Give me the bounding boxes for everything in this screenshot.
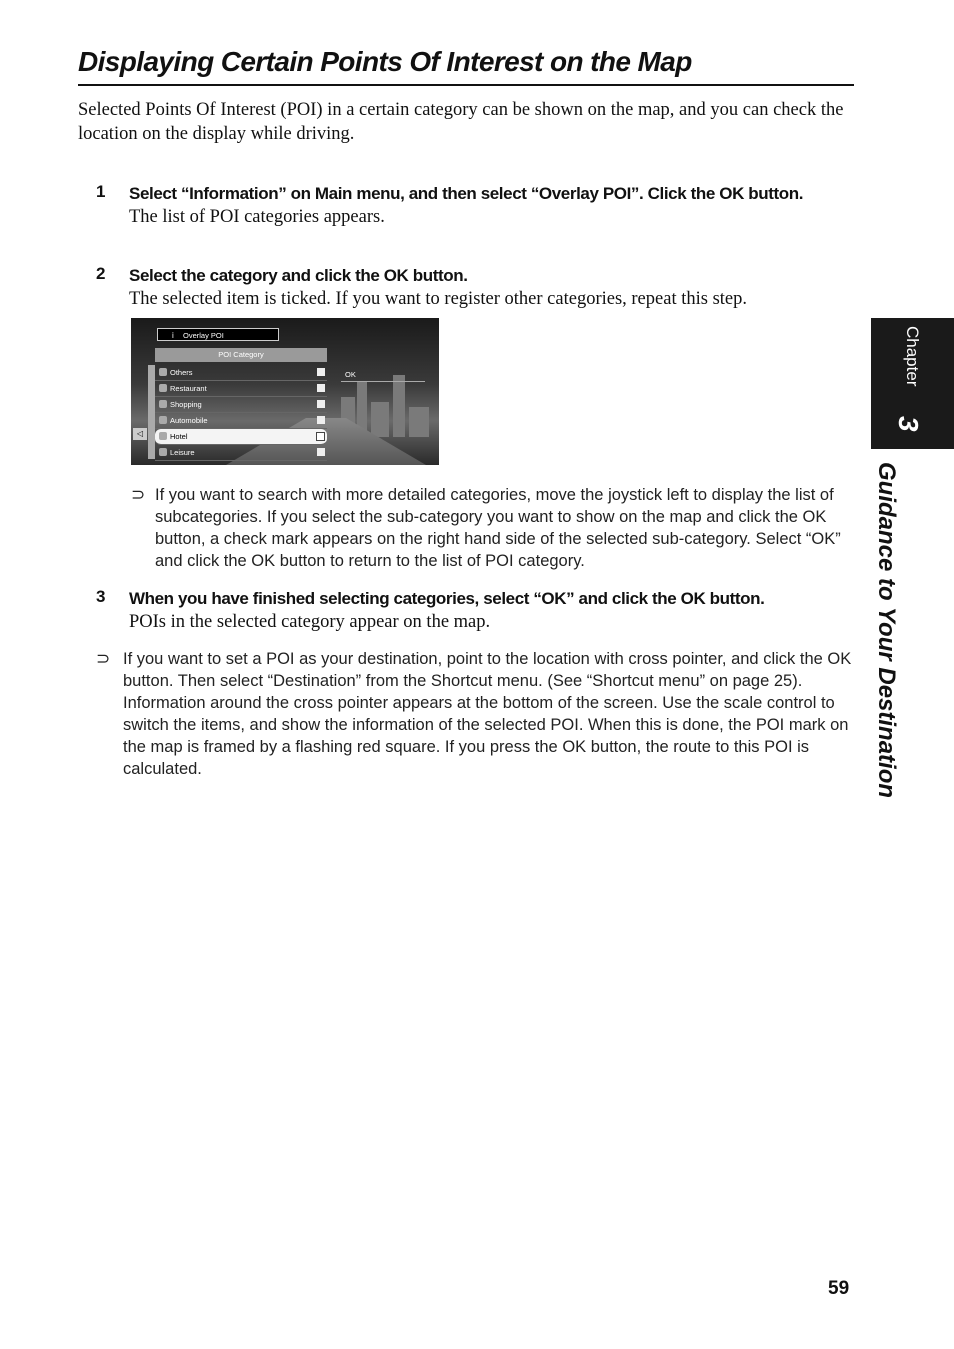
- category-item-automobile[interactable]: [155, 413, 327, 429]
- category-label: Restaurant: [170, 384, 207, 393]
- category-list: [155, 365, 327, 461]
- step-body: The selected item is ticked. If you want to register other categories, repeat this step.: [129, 289, 747, 309]
- building: [393, 375, 405, 437]
- category-checkbox[interactable]: [317, 416, 325, 424]
- building: [409, 407, 429, 437]
- building: [371, 402, 389, 437]
- chapter-number: 3: [893, 416, 924, 432]
- step-2: [96, 264, 856, 311]
- chapter-label: Chapter: [903, 326, 922, 387]
- section-label: Guidance to Your Destination: [873, 462, 900, 799]
- category-label: Leisure: [170, 448, 195, 457]
- screen-title-bar: [157, 328, 279, 341]
- category-checkbox[interactable]: [317, 448, 325, 456]
- screen-title: Overlay POI: [183, 331, 224, 340]
- note-text: If you want to search with more detailed categories, move the joystick left to display the list of subcategories. If you select the sub-category you want to show on the map and click the OK button, a check mark appears on the right hand side of the selected sub-category. Select “OK” and click the OK button to return to the list of POI category.: [155, 486, 841, 570]
- automobile-icon: [159, 416, 167, 424]
- step-3: [96, 587, 856, 634]
- page-number: 59: [828, 1278, 850, 1299]
- note-text: If you want to set a POI as your destination, point to the location with cross pointer, and click the OK button. Then select “Destination” from the Shortcut menu. (See “Shortcut menu” on page 25). Information around the cross pointer appears at the bottom of the screen. Use the scale control to switch the items, and show the information of the selected POI. When this is done, the POI mark on the map is framed by a flashing red square. If you press the OK button, the route to this POI is calculated.: [123, 650, 852, 778]
- step-body: The list of POI categories appears.: [129, 207, 385, 227]
- intro-paragraph: Selected Points Of Interest (POI) in a certain category can be shown on the map, and you can check the location on the display while driving.: [78, 100, 844, 144]
- scrollbar[interactable]: [148, 365, 155, 459]
- checked-checkbox[interactable]: [316, 432, 325, 441]
- category-label: Others: [170, 368, 193, 377]
- step-1: [96, 182, 856, 229]
- ok-item[interactable]: OK: [341, 368, 425, 382]
- note-destination: [96, 648, 854, 780]
- category-label: Hotel: [170, 432, 188, 441]
- category-item-leisure[interactable]: [155, 445, 327, 461]
- category-item-restaurant[interactable]: [155, 381, 327, 397]
- category-label: Shopping: [170, 400, 202, 409]
- category-checkbox[interactable]: [317, 368, 325, 376]
- category-item-shopping[interactable]: [155, 397, 327, 413]
- poi-category-screenshot: [131, 318, 439, 465]
- category-item-others[interactable]: [155, 365, 327, 381]
- step-heading: When you have finished selecting categories, select “OK” and click the OK button.: [129, 589, 765, 608]
- note-subcategory: [131, 484, 855, 572]
- note-arrow-icon: ⊃: [131, 485, 146, 504]
- page-title: Displaying Certain Points Of Interest on the Map: [78, 46, 854, 86]
- shopping-icon: [159, 400, 167, 408]
- category-label: Automobile: [170, 416, 208, 425]
- category-checkbox[interactable]: [317, 400, 325, 408]
- note-arrow-icon: ⊃: [96, 649, 111, 668]
- step-number: 1: [96, 182, 106, 201]
- left-arrow-icon[interactable]: ◁: [133, 428, 147, 440]
- category-checkbox[interactable]: [317, 384, 325, 392]
- restaurant-icon: [159, 384, 167, 392]
- step-number: 2: [96, 264, 106, 283]
- category-header: POI Category: [155, 348, 327, 362]
- step-body: POIs in the selected category appear on the map.: [129, 612, 491, 632]
- leisure-icon: [159, 448, 167, 456]
- category-item-hotel[interactable]: [155, 429, 327, 445]
- step-heading: Select “Information” on Main menu, and then select “Overlay POI”. Click the OK button.: [129, 184, 804, 203]
- info-icon: i: [172, 331, 174, 340]
- step-number: 3: [96, 587, 106, 606]
- hotel-icon: [159, 432, 167, 440]
- others-icon: [159, 368, 167, 376]
- step-heading: Select the category and click the OK button.: [129, 266, 468, 285]
